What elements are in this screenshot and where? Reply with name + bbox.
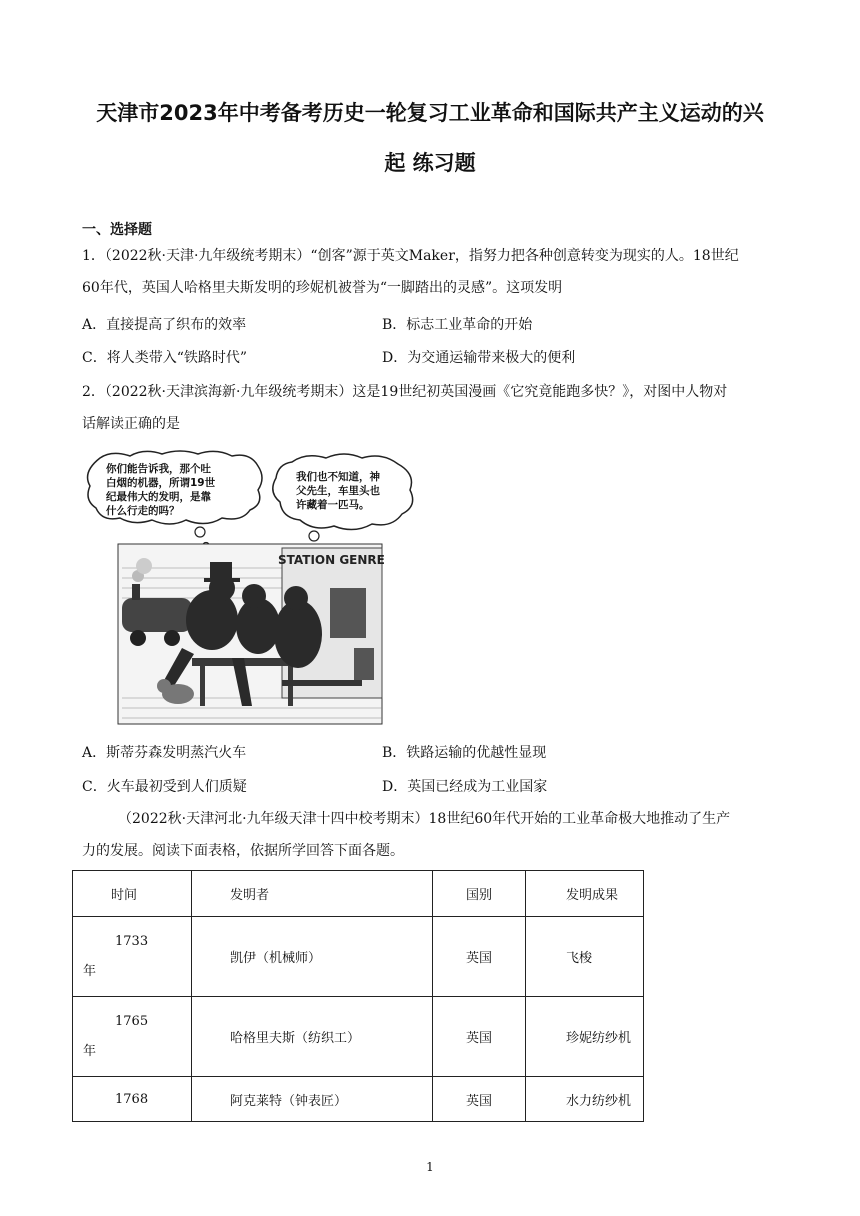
cartoon-illustration — [82, 448, 422, 730]
year-value: 1768 — [115, 1091, 149, 1107]
page-number: 1 — [426, 1160, 434, 1174]
bubble-left-line-2: 白烟的机器，所谓19世 — [106, 477, 216, 489]
table-header-country: 国别 — [433, 871, 526, 917]
table-cell-country: 英国 — [433, 1077, 526, 1122]
section-heading: 一、选择题 — [82, 222, 152, 238]
bubble-right-line-2: 父先生，车里头也 — [296, 485, 380, 497]
table-row — [73, 1077, 644, 1122]
year-value: 1765 — [115, 1013, 149, 1029]
year-value: 1733 — [115, 933, 149, 949]
table-header-inventor: 发明者 — [192, 871, 433, 917]
question-3-line-1: （2022秋·天津河北·九年级天津十四中校考期末）18世纪60年代开始的工业革命极大地推动了生产 — [118, 811, 731, 827]
title-line-1: 天津市2023年中考备考历史一轮复习工业革命和国际共产主义运动的兴 — [96, 101, 764, 125]
table-cell-year — [73, 917, 192, 997]
inventions-table — [72, 870, 644, 1122]
table-header-row — [73, 871, 644, 917]
question-2-line-2: 话解读正确的是 — [82, 416, 180, 432]
table-cell-result: 飞梭 — [526, 917, 644, 997]
question-3-line-2: 力的发展。阅读下面表格，依据所学回答下面各题。 — [82, 843, 404, 859]
bubble-right-line-1: 我们也不知道，神 — [296, 471, 380, 483]
table-cell-inventor: 哈格里夫斯（纺织工） — [192, 997, 433, 1077]
question-1-option-b[interactable]: B．标志工业革命的开始 — [382, 317, 533, 333]
question-1-option-d[interactable]: D．为交通运输带来极大的便利 — [382, 350, 576, 366]
question-1-option-c[interactable]: C．将人类带入“铁路时代” — [82, 350, 248, 366]
speech-bubble-right — [273, 454, 413, 552]
bubble-right-line-3: 许藏着一匹马。 — [296, 499, 370, 511]
question-2-line-1: 2．（2022秋·天津滨海新·九年级统考期末）这是19世纪初英国漫画《它究竟能跑多快？》，对图中人物对 — [82, 384, 728, 400]
year-unit: 年 — [83, 1043, 97, 1059]
table-cell-year — [73, 1077, 192, 1122]
bubble-left-line-3: 纪最伟大的发明，是靠 — [106, 491, 211, 503]
table-row — [73, 997, 644, 1077]
question-1-option-a[interactable]: A．直接提高了织布的效率 — [82, 317, 247, 333]
question-2-option-d[interactable]: D．英国已经成为工业国家 — [382, 779, 548, 795]
table-cell-year — [73, 997, 192, 1077]
question-2-option-a[interactable]: A．斯蒂芬森发明蒸汽火车 — [82, 745, 247, 761]
station-sign: STATION GENRE — [278, 553, 385, 567]
question-1-line-2: 60年代，英国人哈格里夫斯发明的珍妮机被誉为“一脚踏出的灵感”。这项发明 — [82, 280, 563, 296]
table-cell-result: 珍妮纺纱机 — [526, 997, 644, 1077]
year-unit: 年 — [83, 963, 97, 979]
title-line-2: 起 练习题 — [384, 151, 476, 175]
table-header-result: 发明成果 — [526, 871, 644, 917]
speech-bubble-left — [88, 451, 262, 550]
engraving-scene — [118, 544, 385, 724]
table-cell-country: 英国 — [433, 997, 526, 1077]
table-cell-inventor: 阿克莱特（钟表匠） — [192, 1077, 433, 1122]
bubble-left-line-1: 你们能告诉我，那个吐 — [106, 463, 211, 475]
question-2-stem — [82, 376, 782, 440]
question-2-option-c[interactable]: C．火车最初受到人们质疑 — [82, 779, 247, 795]
table-cell-country: 英国 — [433, 917, 526, 997]
table-cell-result: 水力纺纱机 — [526, 1077, 644, 1122]
question-1-line-1: 1．（2022秋·天津·九年级统考期末）“创客”源于英文Maker，指努力把各种创意转变为现实的人。18世纪 — [82, 248, 739, 264]
document-title — [60, 88, 800, 188]
question-1-stem — [82, 240, 782, 304]
question-3-stem — [82, 803, 782, 867]
bubble-left-line-4: 什么行走的吗？ — [106, 505, 180, 517]
table-cell-inventor: 凯伊（机械师） — [192, 917, 433, 997]
table-header-time: 时间 — [73, 871, 192, 917]
cartoon-svg — [82, 448, 422, 730]
table-row — [73, 917, 644, 997]
question-2-option-b[interactable]: B．铁路运输的优越性显现 — [382, 745, 547, 761]
